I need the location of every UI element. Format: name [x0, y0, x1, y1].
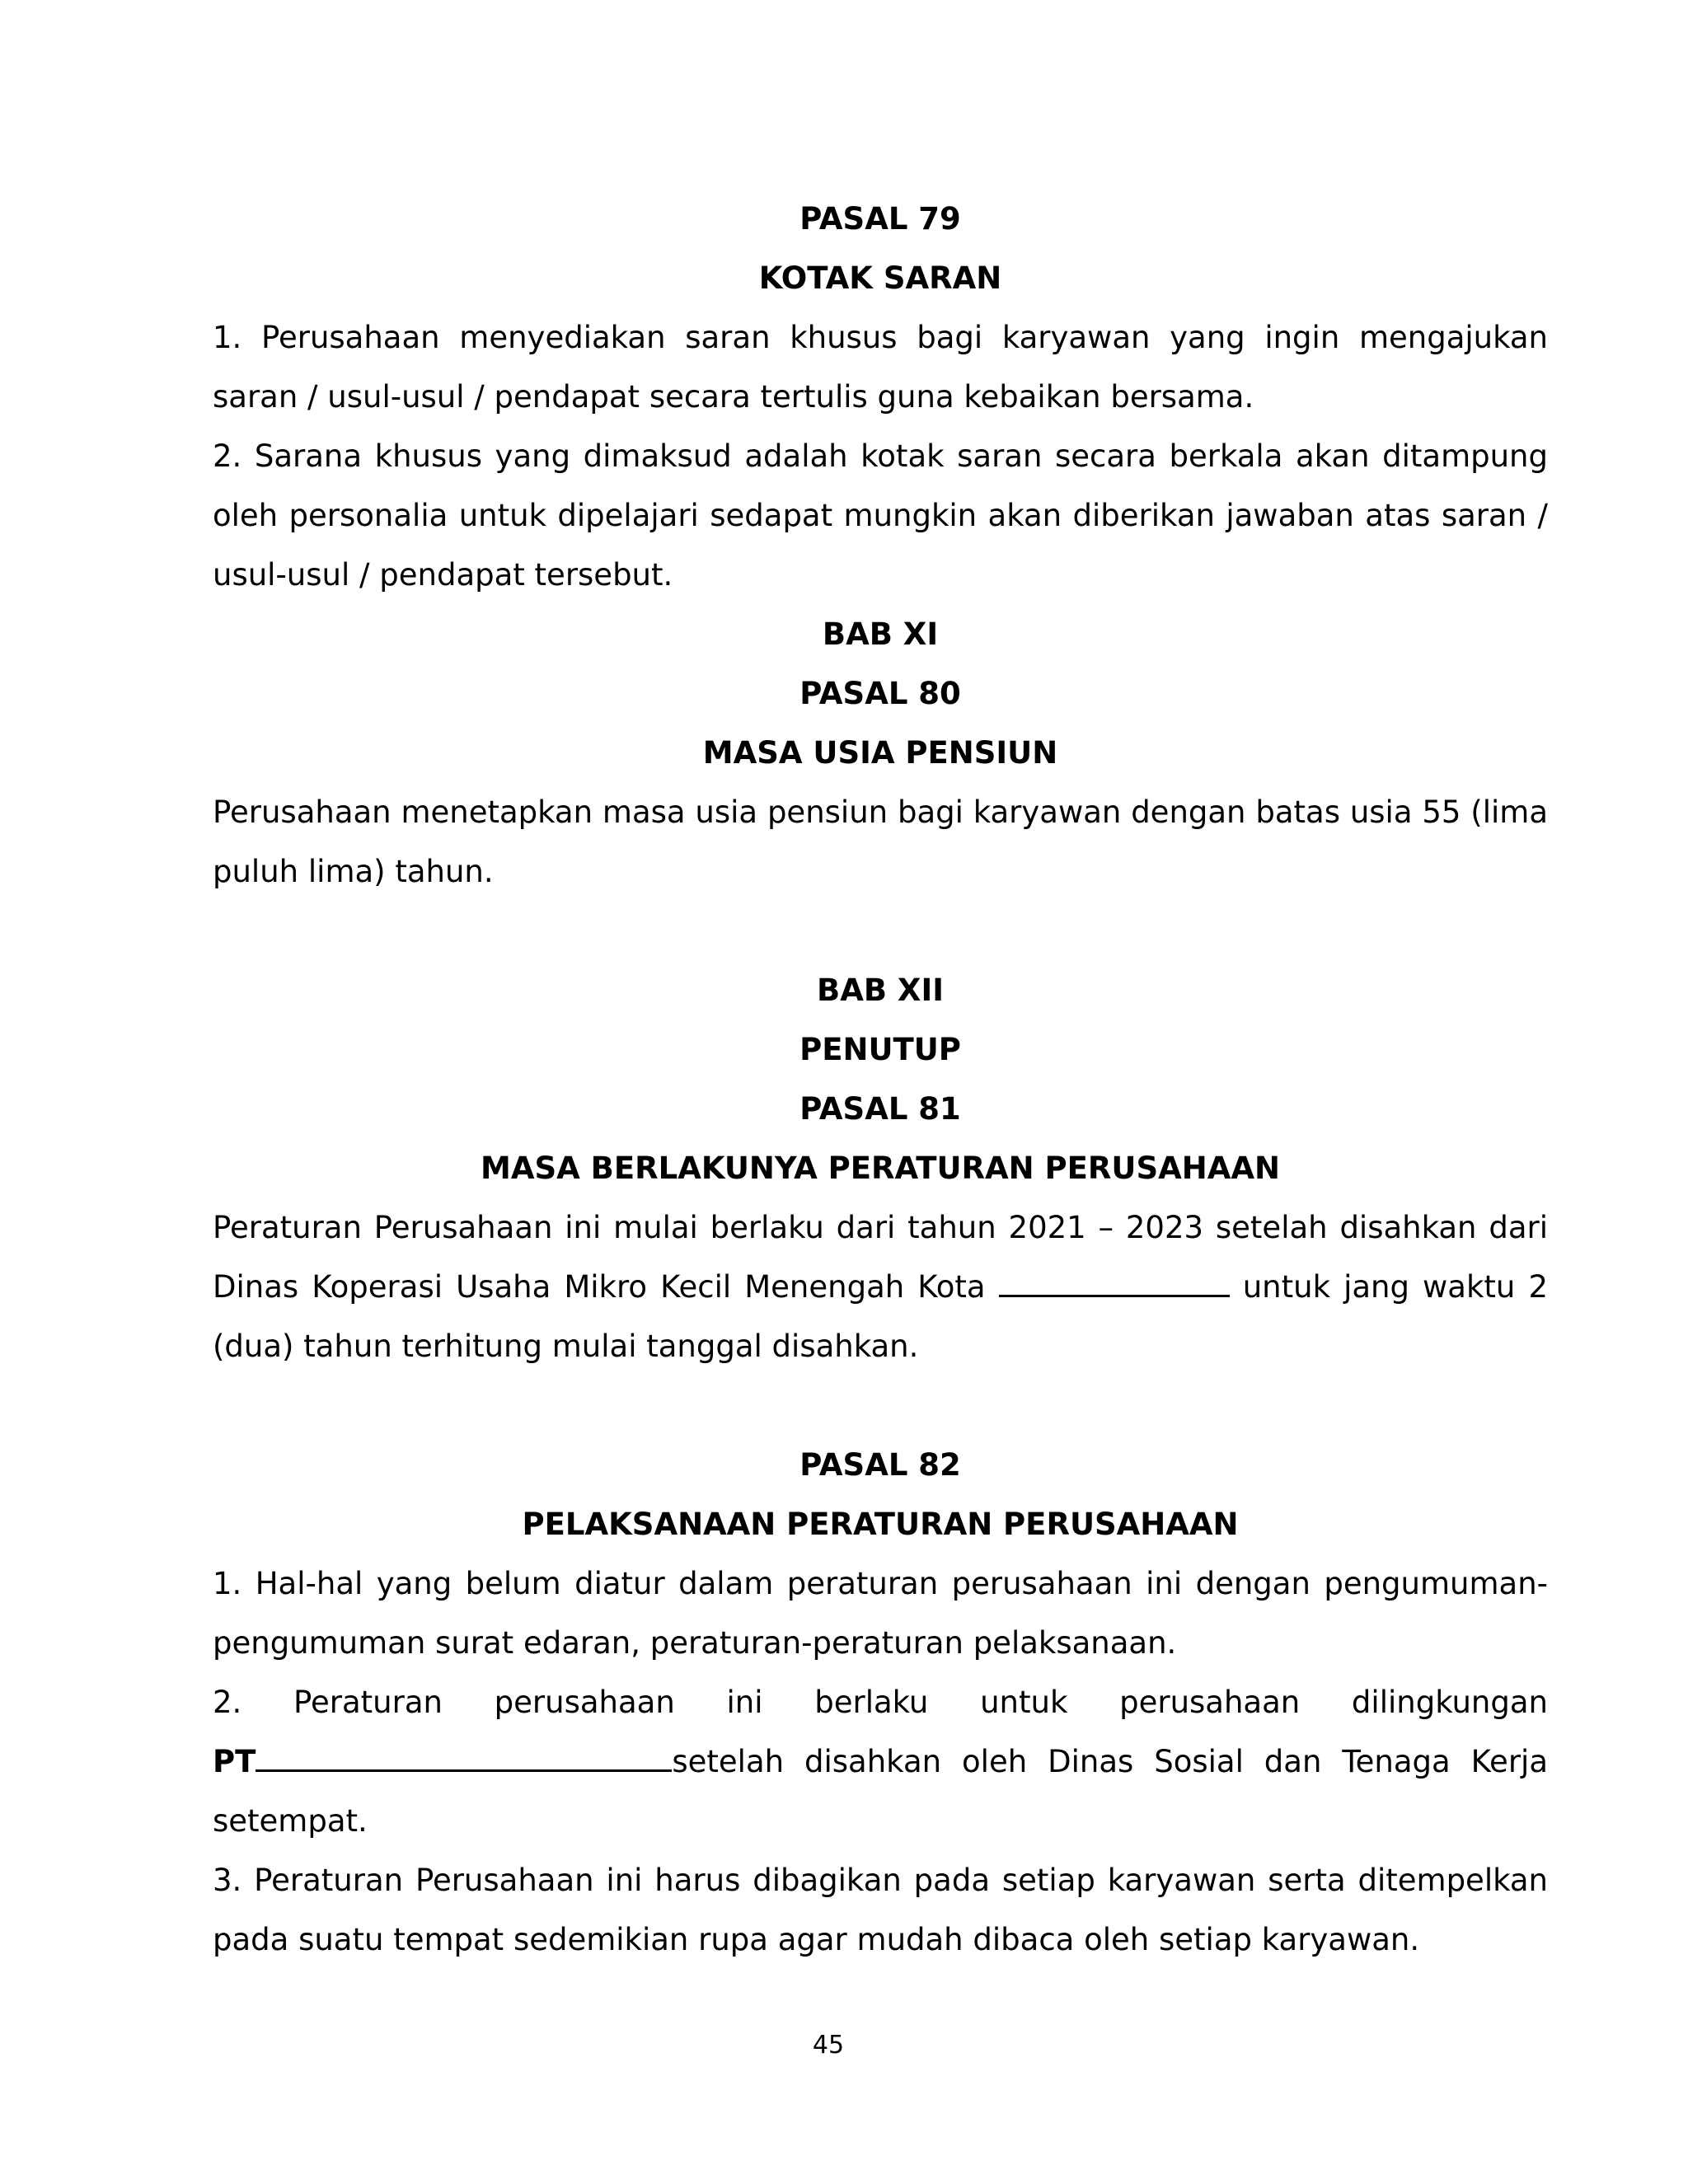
pasal-81-text: [213, 1198, 1548, 1376]
pasal-81-text-before: Peraturan Perusahaan ini mulai berlaku dari tahun 2021 – 2023 setelah disahkan dari Dinas Koperasi Usaha Mikro Kecil Menengah Kota: [213, 1210, 1548, 1305]
bab-11-title: BAB XI: [822, 616, 939, 652]
pasal-82-item-2-rest: [213, 1732, 1548, 1851]
kota-blank-line: [999, 1262, 1230, 1297]
pasal-82-item-3: 3. Peraturan Perusahaan ini harus dibagikan pada setiap karyawan serta ditempelkan pada suatu tempat sedemikian rupa agar mudah dibaca oleh setiap karyawan.: [213, 1863, 1548, 1957]
pt-blank-line: [256, 1736, 672, 1772]
pasal-82-title: PASAL 82: [799, 1447, 961, 1483]
page-number: 45: [812, 2031, 845, 2060]
pasal-79-subtitle: KOTAK SARAN: [758, 260, 1002, 296]
pasal-82-subtitle: PELAKSANAAN PERATURAN PERUSAHAAN: [522, 1507, 1239, 1542]
pasal-81-title: PASAL 81: [799, 1091, 961, 1127]
pasal-82-item-2-after: setelah disahkan oleh Dinas Sosial dan Tenaga Kerja setempat.: [213, 1744, 1548, 1839]
section-spacer: [213, 1376, 1548, 1436]
section-spacer: [213, 902, 1548, 961]
pasal-82-item-2-line-1: 2. Peraturan perusahaan ini berlaku untuk perusahaan dilingkungan: [213, 1685, 1548, 1720]
pasal-79-item-2: 2. Sarana khusus yang dimaksud adalah kotak saran secara berkala akan ditampung oleh personalia untuk dipelajari sedapat mungkin akan diberikan jawaban atas saran / usul-usul / pendapat tersebut.: [213, 438, 1548, 593]
pasal-80-subtitle: MASA USIA PENSIUN: [702, 735, 1058, 771]
bab-12-subtitle: PENUTUP: [799, 1032, 961, 1067]
pasal-81-text-after: untuk jang waktu 2 (dua) tahun terhitung mulai tanggal disahkan.: [213, 1269, 1548, 1364]
pasal-82-item-1: 1. Hal-hal yang belum diatur dalam peraturan perusahaan ini dengan pengumuman-pengumuman surat edaran, peraturan-peraturan pelaksanaan.: [213, 1566, 1548, 1661]
pasal-79-item-1: 1. Perusahaan menyediakan saran khusus bagi karyawan yang ingin mengajukan saran / usul-usul / pendapat secara tertulis guna kebaikan bersama.: [213, 320, 1548, 415]
document-body: [213, 190, 1548, 1970]
pt-label: PT: [213, 1744, 256, 1779]
pasal-79-title: PASAL 79: [799, 201, 961, 237]
pasal-80-title: PASAL 80: [799, 676, 961, 711]
pasal-81-subtitle: MASA BERLAKUNYA PERATURAN PERUSAHAAN: [481, 1151, 1280, 1186]
bab-12-title: BAB XII: [817, 972, 944, 1008]
pasal-80-text: Perusahaan menetapkan masa usia pensiun bagi karyawan dengan batas usia 55 (lima puluh lima) tahun.: [213, 794, 1548, 889]
